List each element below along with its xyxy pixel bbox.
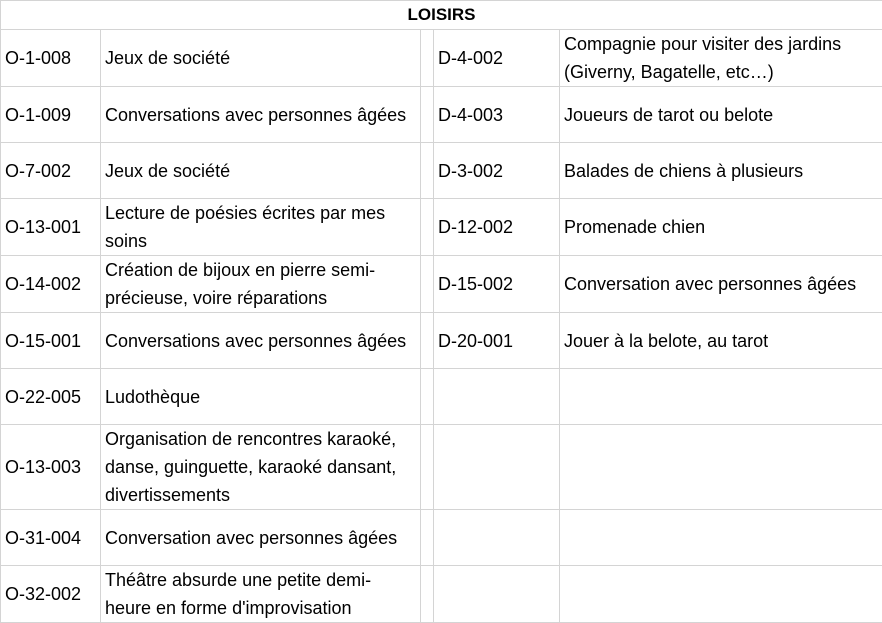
demand-code: D-3-002 [434,143,560,199]
table-row [1,566,882,623]
demand-code: D-20-001 [434,313,560,369]
spacer-cell [421,369,434,425]
demand-code: D-4-003 [434,87,560,143]
offer-code: O-1-009 [1,87,101,143]
demand-code: D-4-002 [434,30,560,87]
table-row [1,143,882,199]
spacer-cell [421,143,434,199]
demand-code: D-12-002 [434,199,560,256]
demand-code: D-15-002 [434,256,560,313]
offer-description: Conversation avec personnes âgées [101,510,421,566]
table-row [1,30,882,87]
spacer-cell [421,510,434,566]
spacer-cell [421,256,434,313]
offer-description: Jeux de société [101,143,421,199]
table-row [1,313,882,369]
spacer-cell [421,425,434,510]
offer-code: O-14-002 [1,256,101,313]
offer-description: Jeux de société [101,30,421,87]
demand-description: Jouer à la belote, au tarot [560,313,882,369]
demand-code [434,510,560,566]
spacer-cell [421,199,434,256]
title-row [1,1,882,30]
spacer-cell [421,566,434,623]
demand-description: Compagnie pour visiter des jardins (Giverny, Bagatelle, etc…) [560,30,882,87]
table-row [1,425,882,510]
table-row [1,87,882,143]
offer-code: O-1-008 [1,30,101,87]
table-row [1,369,882,425]
spacer-cell [421,313,434,369]
offer-description: Ludothèque [101,369,421,425]
demand-description: Joueurs de tarot ou belote [560,87,882,143]
demand-description [560,566,882,623]
offer-code: O-22-005 [1,369,101,425]
table-title: LOISIRS [1,1,882,30]
demand-code [434,425,560,510]
offer-description: Conversations avec personnes âgées [101,313,421,369]
demand-description [560,425,882,510]
offer-description: Création de bijoux en pierre semi-précieuse, voire réparations [101,256,421,313]
offer-code: O-7-002 [1,143,101,199]
demand-description: Balades de chiens à plusieurs [560,143,882,199]
demand-description: Promenade chien [560,199,882,256]
demand-description [560,369,882,425]
table-row [1,510,882,566]
table-row [1,199,882,256]
offer-code: O-32-002 [1,566,101,623]
table-row [1,256,882,313]
offer-description: Lecture de poésies écrites par mes soins [101,199,421,256]
offer-description: Organisation de rencontres karaoké, danse, guinguette, karaoké dansant, divertissements [101,425,421,510]
offer-code: O-31-004 [1,510,101,566]
offer-code: O-13-001 [1,199,101,256]
offer-code: O-15-001 [1,313,101,369]
spacer-cell [421,87,434,143]
offer-code: O-13-003 [1,425,101,510]
demand-description: Conversation avec personnes âgées [560,256,882,313]
demand-code [434,369,560,425]
spacer-cell [421,30,434,87]
offer-description: Théâtre absurde une petite demi-heure en forme d'improvisation [101,566,421,623]
demand-description [560,510,882,566]
offer-description: Conversations avec personnes âgées [101,87,421,143]
demand-code [434,566,560,623]
